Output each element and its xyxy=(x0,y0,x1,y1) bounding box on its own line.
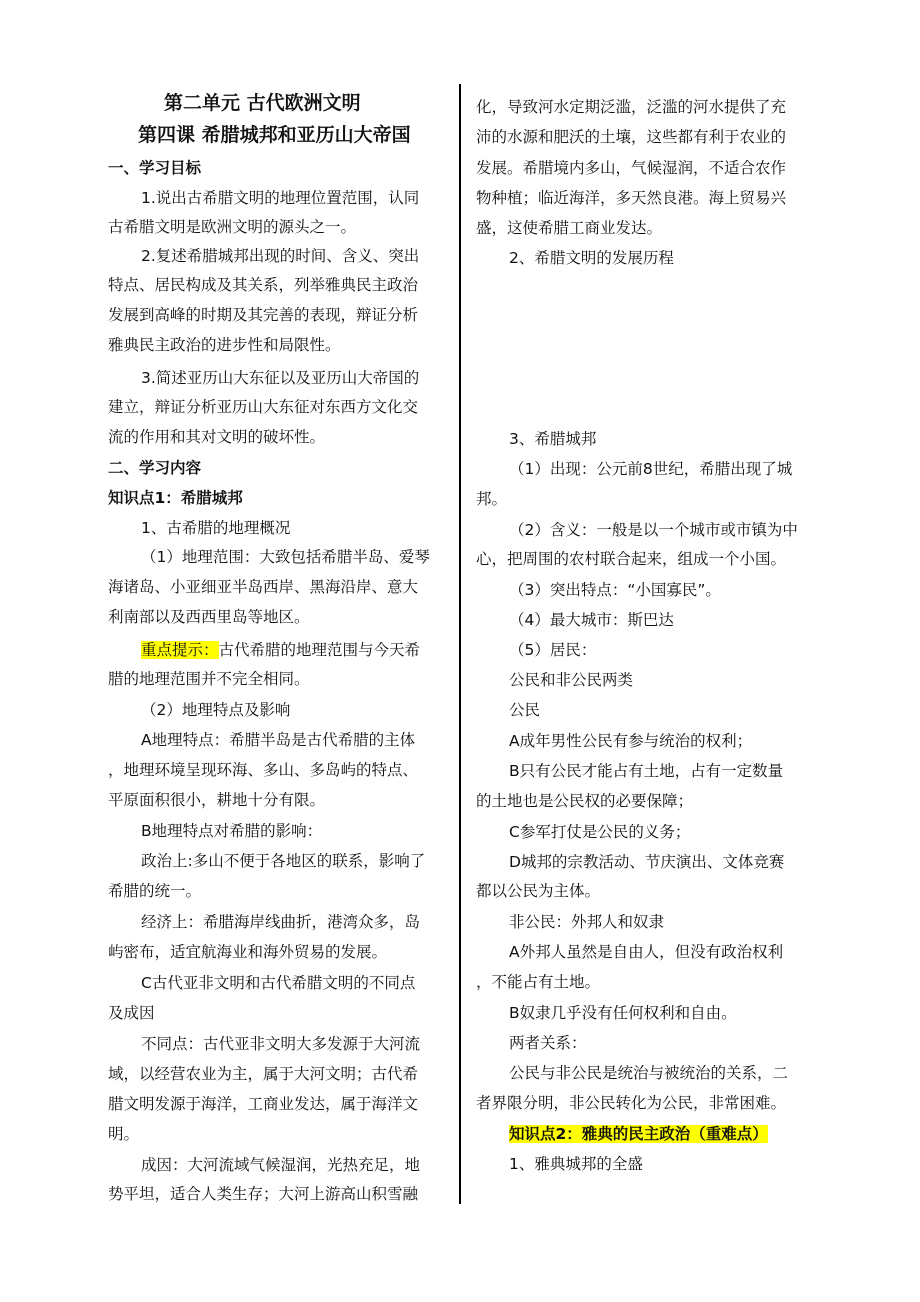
goal-2-line: 雅典民主政治的进步性和局限性。 xyxy=(108,336,341,354)
relation-text-line: 公民与非公民是统治与被统治的关系，二 xyxy=(509,1064,789,1082)
feature-a-line: 平原面积很小，耕地十分有限。 xyxy=(108,791,326,809)
subheading-geography: 1、古希腊的地理概况 xyxy=(141,519,291,537)
section-heading-goals: 一、学习目标 xyxy=(108,159,202,177)
range-line: 利南部以及西西里岛等地区。 xyxy=(108,608,310,626)
citizen-b-line: B只有公民才能占有土地，占有一定数量 xyxy=(509,762,784,780)
goal-2-line: 发展到高峰的时期及其完善的表现，辩证分析 xyxy=(108,306,419,324)
unit-title: 第二单元 古代欧洲文明 xyxy=(164,92,361,114)
goal-1-line: 1.说出古希腊文明的地理位置范围，认同 xyxy=(141,189,420,207)
noncitizen-b-line: B奴隶几乎没有任何权利和自由。 xyxy=(509,1004,737,1022)
cause-line: 势平坦，适合人类生存；大河上游高山积雪融 xyxy=(108,1185,419,1203)
meaning-line: （2）含义：一般是以一个城市或市镇为中 xyxy=(509,521,798,539)
citizen-d-line: D城邦的宗教活动、节庆演出、文体竞赛 xyxy=(509,853,785,871)
relation-line: 两者关系： xyxy=(509,1034,587,1052)
noncitizen-line: 非公民：外邦人和奴隶 xyxy=(509,913,665,931)
goal-2-line: 2.复述希腊城邦出现的时间、含义、突出 xyxy=(141,247,420,265)
economy-line: 经济上：希腊海岸线曲折，港湾众多，岛 xyxy=(141,913,421,931)
citizen-a-line: A成年男性公民有参与统治的权利； xyxy=(509,732,753,750)
hint-text: 古代希腊的地理范围与今天希 xyxy=(218,641,421,659)
citizen-d-line: 都以公民为主体。 xyxy=(476,882,601,900)
feature-b-line: B地理特点对希腊的影响： xyxy=(141,822,323,840)
cause-line: 成因：大河流域气候湿润，光热充足，地 xyxy=(141,1156,421,1174)
feature-c-line: C古代亚非文明和古代希腊文明的不同点 xyxy=(141,974,416,992)
subheading-athens: 1、雅典城邦的全盛 xyxy=(509,1155,643,1173)
hint-line xyxy=(141,639,420,661)
difference-line: 不同点：古代亚非文明大多发源于大河流 xyxy=(141,1035,421,1053)
goal-3-line: 3.简述亚历山大东征以及亚历山大帝国的 xyxy=(141,369,420,387)
subheading-development: 2、希腊文明的发展历程 xyxy=(509,249,674,267)
citizen-b-line: 的土地也是公民权的必要保障； xyxy=(476,792,694,810)
difference-line: 腊文明发源于海洋，工商业发达，属于海洋文 xyxy=(108,1095,419,1113)
goal-3-line: 流的作用和其对文明的破坏性。 xyxy=(108,428,326,446)
continued-line: 发展。希腊境内多山，气候湿润，不适合农作 xyxy=(476,159,787,177)
goal-1-line: 古希腊文明是欧洲文明的源头之一。 xyxy=(108,218,357,236)
feature-line: （3）突出特点：“小国寡民”。 xyxy=(509,581,721,599)
goal-3-line: 建立，辩证分析亚历山大东征对东西方文化交 xyxy=(108,398,419,416)
continued-line: 物种植；临近海洋，多天然良港。海上贸易兴 xyxy=(476,189,787,207)
column-divider xyxy=(459,84,461,1204)
appear-line: 邦。 xyxy=(476,490,508,508)
range-line: （1）地理范围：大致包括希腊半岛、爱琴 xyxy=(141,548,430,566)
section-heading-content: 二、学习内容 xyxy=(108,459,202,477)
citizen-line: 公民 xyxy=(509,701,541,719)
residents-line: （5）居民： xyxy=(509,641,597,659)
appear-line: （1）出现：公元前8世纪，希腊出现了城 xyxy=(509,460,793,478)
relation-text-line: 者界限分明，非公民转化为公民，非常困难。 xyxy=(476,1094,787,1112)
continued-line: 盛，这使希腊工商业发达。 xyxy=(476,219,663,237)
citizen-c-line: C参军打仗是公民的义务； xyxy=(509,823,691,841)
meaning-line: 心，把周围的农村联合起来，组成一个小国。 xyxy=(476,550,787,568)
feature-c-line: 及成因 xyxy=(108,1004,155,1022)
goal-2-line: 特点、居民构成及其关系，列举雅典民主政治 xyxy=(108,276,419,294)
range-line: 海诸岛、小亚细亚半岛西岸、黑海沿岸、意大 xyxy=(108,578,419,596)
knowledge-point-1: 知识点1：希腊城邦 xyxy=(108,489,243,507)
knowledge-point-2 xyxy=(509,1123,768,1145)
lesson-title: 第四课 希腊城邦和亚历山大帝国 xyxy=(138,124,411,146)
noncitizen-a-line: ，不能占有土地。 xyxy=(476,973,601,991)
subheading-city-state: 3、希腊城邦 xyxy=(509,430,597,448)
noncitizen-a-line: A外邦人虽然是自由人，但没有政治权利 xyxy=(509,943,784,961)
continued-line: 化，导致河水定期泛滥，泛滥的河水提供了充 xyxy=(476,98,787,116)
continued-line: 沛的水源和肥沃的土壤，这些都有利于农业的 xyxy=(476,128,787,146)
biggest-city-line: （4）最大城市：斯巴达 xyxy=(509,611,674,629)
knowledge-point-2-text: 知识点2：雅典的民主政治（重难点） xyxy=(509,1125,768,1143)
politics-line: 希腊的统一。 xyxy=(108,882,202,900)
economy-line: 屿密布，适宜航海业和海外贸易的发展。 xyxy=(108,943,388,961)
subheading-features: （2）地理特点及影响 xyxy=(141,701,291,719)
difference-line: 明。 xyxy=(108,1125,140,1143)
two-types-line: 公民和非公民两类 xyxy=(509,671,634,689)
politics-line: 政治上:多山不便于各地区的联系，影响了 xyxy=(141,852,426,870)
hint-label: 重点提示： xyxy=(141,641,219,659)
hint-line: 腊的地理范围并不完全相同。 xyxy=(108,670,310,688)
feature-a-line: ，地理环境呈现环海、多山、多岛屿的特点、 xyxy=(108,761,419,779)
difference-line: 域，以经营农业为主，属于大河文明；古代希 xyxy=(108,1065,419,1083)
feature-a-line: A地理特点：希腊半岛是古代希腊的主体 xyxy=(141,731,416,749)
